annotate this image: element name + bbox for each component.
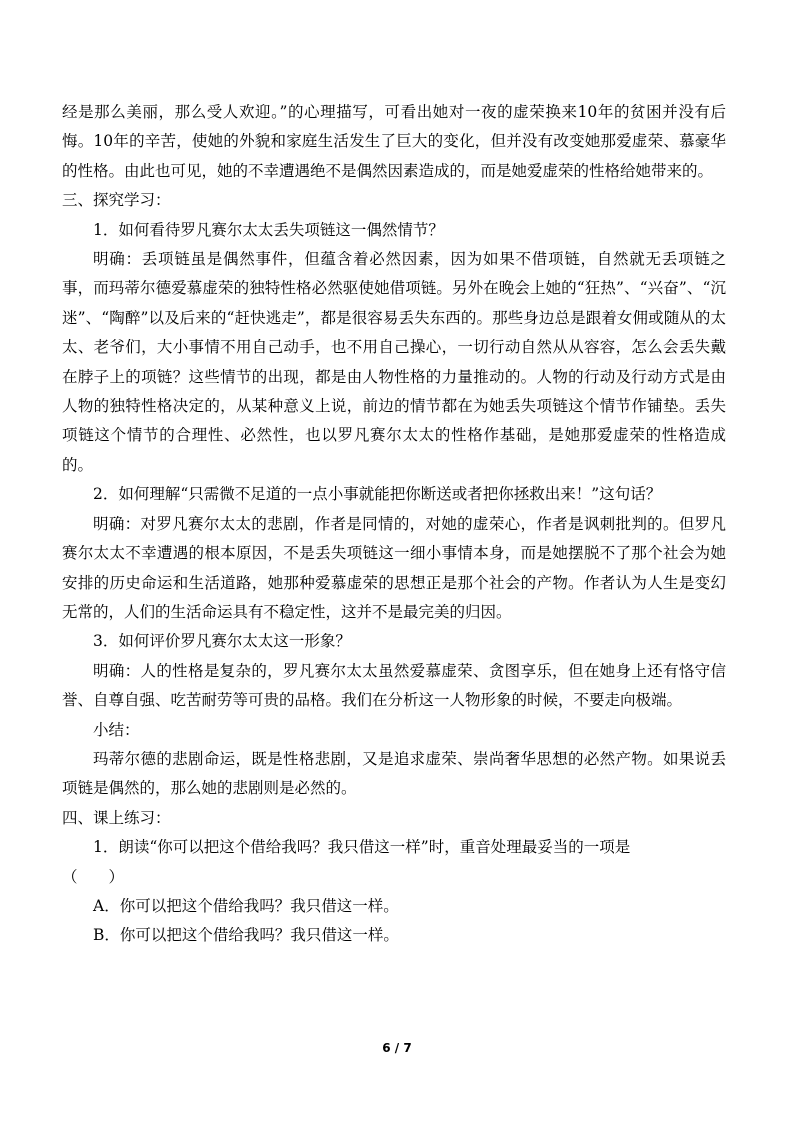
summary-text: 玛蒂尔德的悲剧命运，既是性格悲剧，又是追求虚荣、崇尚奢华思想的必然产物。如果说丢项链是偶然的，那么她的悲剧则是必然的。 — [62, 749, 726, 798]
question-1: 1．如何看待罗凡赛尔太太丢失项链这一偶然情节？ — [93, 220, 444, 239]
answer-1: 明确：丢项链虽是偶然事件，但蕴含着必然因素，因为如果不借项链，自然就无丢项链之事，而玛蒂尔德爱慕虚荣的独特性格必然驱使她借项链。另外在晚会上她的“狂热”、“兴奋”、“沉迷”、“陶醉”以及后来的“赶快逃走”，都是很容易丢失东西的。那些身边总是跟着女佣或随从的太太、老爷们，大小事情不用自己动手，也不用自己操心，一切行动自然从从容容，怎么会丢失戴在脖子上的项链？这些情节的出现，都是由人物性格的力量推动的。人物的行动及行动方式是由人物的独特性格决定的，从某种意义上说，前边的情节都在为她丢失项链这个情节作铺垫。丢失项链这个情节的合理性、必然性，也以罗凡赛尔太太的性格作基础，是她那爱虚荣的性格造成的。 — [62, 250, 726, 474]
paragraph-intro-continuation: 经是那么美丽，那么受人欢迎。”的心理描写，可看出她对一夜的虚荣换来10年的贫困并没有后悔。10年的辛苦，使她的外貌和家庭生活发生了巨大的变化，但并没有改变她那爱虚荣、慕豪华的性格。由此也可见，她的不幸遭遇绝不是偶然因素造成的，而是她爱虚荣的性格给她带来的。 — [62, 103, 726, 180]
exercise-1-blank: （ ） — [62, 867, 125, 886]
question-2: 2．如何理解“只需微不足道的一点小事就能把你断送或者把你拯救出来！”这句话？ — [93, 485, 662, 504]
exercise-1-option-a: A．你可以把这个借给我吗？我只借这一样。 — [93, 896, 399, 915]
answer-2: 明确：对罗凡赛尔太太的悲剧，作者是同情的，对她的虚荣心，作者是讽刺批判的。但罗凡赛尔太太不幸遭遇的根本原因，不是丢失项链这一细小事情本身，而是她摆脱不了那个社会为她安排的历史命运和生活道路，她那种爱慕虚荣的思想正是那个社会的产物。作者认为人生是变幻无常的，人们的生活命运具有不稳定性，这并不是最完美的归因。 — [62, 514, 726, 621]
exercise-1-option-b: B．你可以把这个借给我吗？我只借这一样。 — [93, 926, 399, 945]
section-heading-exploration: 三、探究学习： — [62, 191, 171, 210]
answer-3: 明确：人的性格是复杂的，罗凡赛尔太太虽然爱慕虚荣、贪图享乐，但在她身上还有恪守信誉、自尊自强、吃苦耐劳等可贵的品格。我们在分析这一人物形象的时候，不要走向极端。 — [62, 661, 726, 710]
summary-label: 小结： — [93, 720, 140, 739]
question-3: 3．如何评价罗凡赛尔太太这一形象？ — [93, 632, 351, 651]
page-number: 6 / 7 — [382, 1041, 412, 1055]
section-heading-practice: 四、课上练习： — [62, 808, 171, 827]
document-body — [62, 98, 726, 951]
exercise-1-question: 1．朗读“你可以把这个借给我吗？我只借这一样”时，重音处理最妥当的一项是 — [93, 838, 631, 857]
